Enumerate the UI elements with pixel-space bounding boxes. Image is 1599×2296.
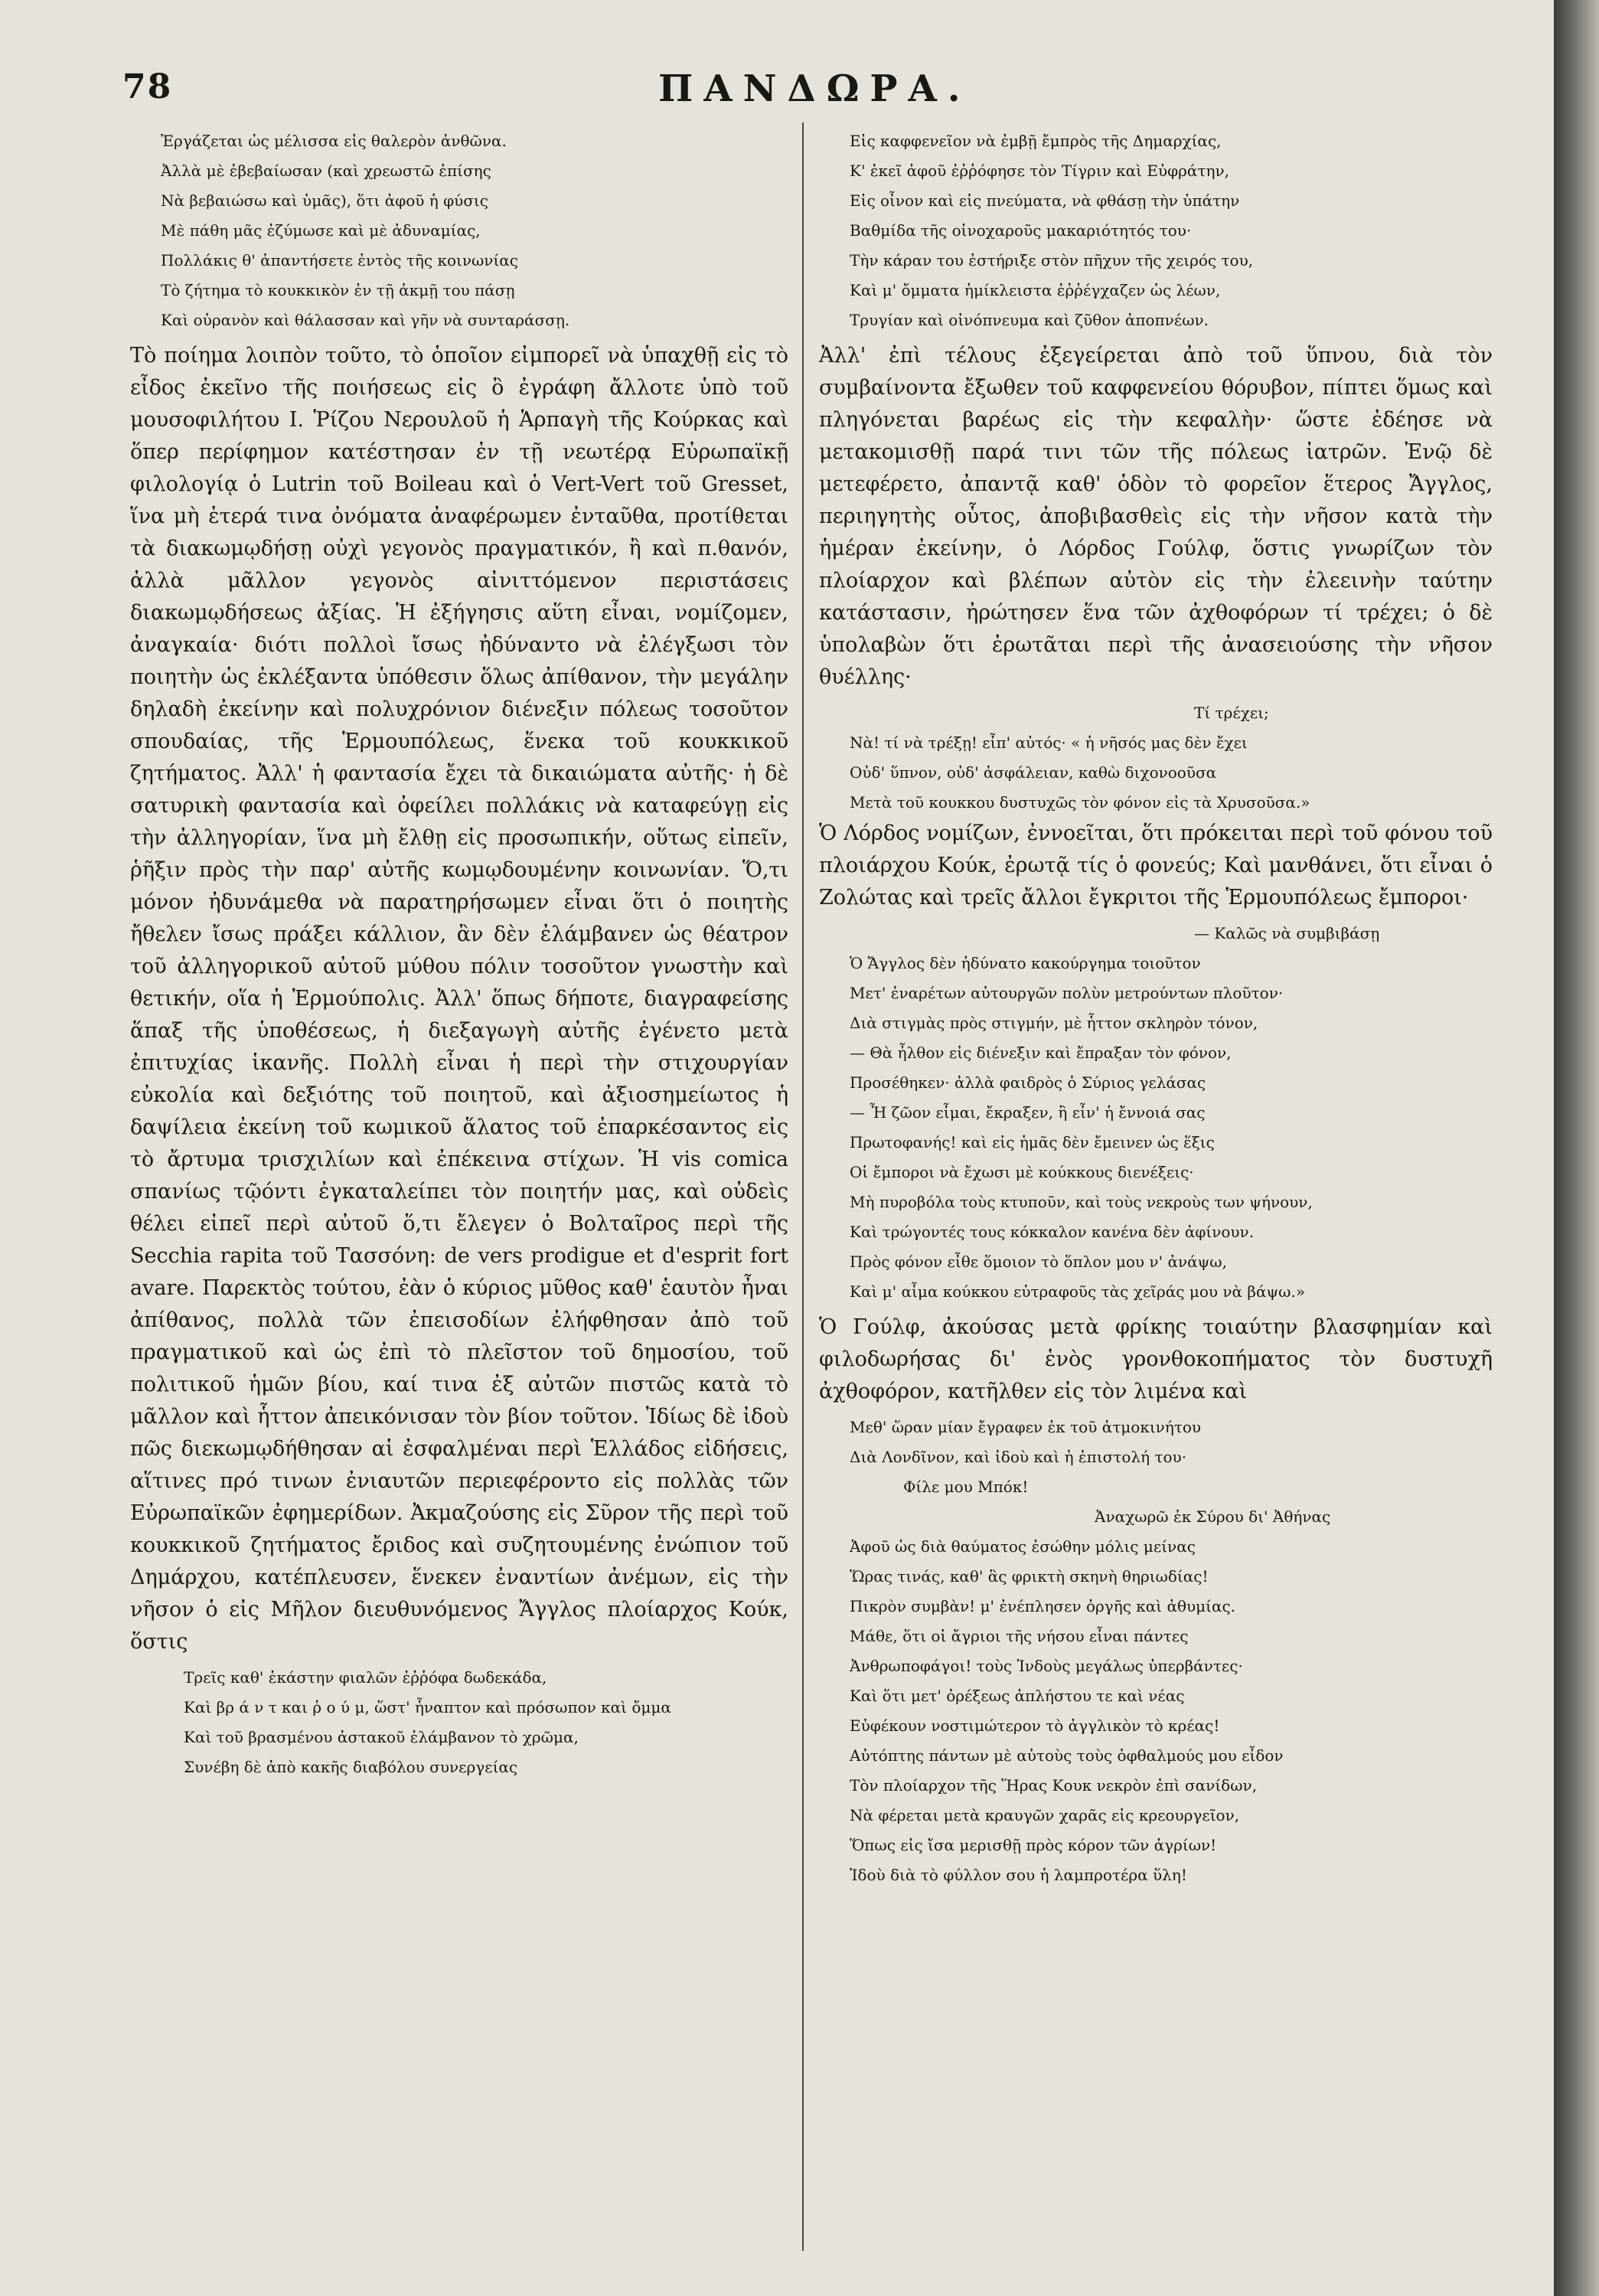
verse-block-3 [819, 126, 1493, 335]
verse-line: Τὴν κάραν του ἐστήριξε στὸν πῆχυν τῆς χειρός του, [850, 251, 1254, 269]
verse-line: Τί τρέχει; [1194, 704, 1269, 722]
verse-line: Φίλε μου Μπόκ! [903, 1478, 1029, 1496]
verse-line: Καὶ μ' ὄμματα ἡμίκλειστα ἐῤῥέγχαζεν ὡς λέων, [850, 281, 1221, 299]
left-column [130, 126, 788, 1782]
verse-line: Μετὰ τοῦ κουκκου δυστυχῶς τὸν φόνον εἰς τὰ Χρυσοῦσα.» [850, 793, 1310, 812]
verse-line: Μὴ πυροβόλα τοὺς κτυποῦν, καὶ τοὺς νεκροὺς των ψήνουν, [850, 1193, 1313, 1211]
verse-line: Ἀλλὰ μὲ ἐβεβαίωσαν (καὶ χρεωστῶ ἐπίσης [161, 162, 491, 180]
verse-line: — Καλῶς νὰ συμβιβάσῃ [1194, 924, 1380, 942]
verse-block-2 [130, 1663, 788, 1782]
verse-line: Μετ' ἐναρέτων αὐτουργῶν πολὺν μετρούντων πλοῦτον· [850, 984, 1284, 1002]
verse-line: Ἰδοὺ διὰ τὸ φύλλον σου ἡ λαμπροτέρα ὕλη! [850, 1866, 1187, 1884]
verse-line: Μεθ' ὥραν μίαν ἔγραφεν ἐκ τοῦ ἀτμοκινήτου [850, 1418, 1202, 1436]
verse-line: Τὸν πλοίαρχον τῆς Ἥρας Κουκ νεκρὸν ἐπὶ σανίδων, [850, 1776, 1258, 1795]
verse-line: Καὶ μ' αἷμα κούκκου εὐτραφοῦς τὰς χεῖράς μου νὰ βάψω.» [850, 1282, 1306, 1301]
prose-paragraph: Ἀλλ' ἐπὶ τέλους ἐξεγείρεται ἀπὸ τοῦ ὕπνου, διὰ τὸν συμβαίνοντα ἔξωθεν τοῦ καφφενείου θόρυβον, πίπτει ὅμως καὶ πληγόνεται βαρέως εἰς τὴν κεφαλὴν· ὥστε ἐδέησε νὰ μετακομισθῇ παρά τινι τῶν τῆς πόλεως ἰατρῶν. Ἐνῷ δὲ μετεφέρετο, ἀπαντᾷ καθ' ὁδὸν τὸ φορεῖον ἕτερος Ἄγγλος, περιηγητὴς οὗτος, ἀποβιβασθεὶς εἰς τὴν νῆσον κατὰ τὴν ἡμέραν ἐκείνην, ὁ Λόρδος Γούλφ, ὅστις γνωρίζων τὸν πλοίαρχον καὶ βλέπων αὐτὸν εἰς τὴν ἐλεεινὴν ταύτην κατάστασιν, ἠρώτησεν ἕνα τῶν ἀχθοφόρων τί τρέχει; ὁ δὲ ὑπολαβὼν ὅτι ἐρωτᾶται περὶ τῆς ἀνασειούσης τὴν νῆσον θυέλλης· [819, 344, 1493, 689]
verse-line: Συνέβη δὲ ἀπὸ κακῆς διαβόλου συνεργείας [184, 1758, 518, 1776]
verse-line: Διὰ Λονδῖνον, καὶ ἰδοὺ καὶ ἡ ἐπιστολή του· [850, 1448, 1187, 1466]
verse-line: Εὐφέκουν νοστιμώτερον τὸ ἀγγλικὸν τὸ κρέας! [850, 1716, 1220, 1735]
prose-paragraph: Ὁ Γούλφ, ἀκούσας μετὰ φρίκης τοιαύτην βλασφημίαν καὶ φιλοδωρήσας δι' ἑνὸς γρονθοκοπήματος τὸν δυστυχῆ ἀχθοφόρον, κατῆλθεν εἰς τὸν λιμένα καὶ [819, 1315, 1493, 1403]
verse-line: Καὶ τρώγοντές τους κόκκαλον κανένα δὲν ἀφίνουν. [850, 1223, 1255, 1241]
verse-line: Πολλάκις θ' ἀπαντήσετε ἐντὸς τῆς κοινωνίας [161, 251, 519, 269]
publication-title: ΠΑΝΔΩΡΑ. [658, 67, 971, 110]
verse-line: Μὲ πάθη μᾶς ἐζύμωσε καὶ μὲ ἀδυναμίας, [161, 221, 481, 240]
verse-line: Τρεῖς καθ' ἑκάστην φιαλῶν ἐῤῥόφα δωδεκάδα, [184, 1668, 547, 1687]
verse-line: Προσέθηκεν· ἀλλὰ φαιδρὸς ὁ Σύριος γελάσας [850, 1073, 1206, 1092]
verse-line: Τὸ ζήτημα τὸ κουκκικὸν ἐν τῇ ἀκμῇ του πάσῃ [161, 281, 515, 299]
verse-line: Εἰς οἶνον καὶ εἰς πνεύματα, νὰ φθάσῃ τὴν ὑπάτην [850, 191, 1240, 210]
verse-line: Τρυγίαν καὶ οἰνόπνευμα καὶ ζῦθον ἀποπνέων. [850, 311, 1209, 329]
prose-paragraph: Ὁ Λόρδος νομίζων, ἐννοεῖται, ὅτι πρόκειται περὶ τοῦ φόνου τοῦ πλοιάρχου Κούκ, ἐρωτᾷ τίς ὁ φονεύς; Καὶ μανθάνει, ὅτι εἶναι ὁ Ζολώτας καὶ τρεῖς ἄλλοι ἔγκριτοι τῆς Ἑρμουπόλεως ἔμποροι· [819, 821, 1493, 910]
verse-block-5 [819, 919, 1493, 1307]
verse-line: — Ἦ ζῶον εἶμαι, ἔκραξεν, ἢ εἶν' ἡ ἔννοιά σας [850, 1103, 1206, 1122]
verse-line: Κ' ἐκεῖ ἀφοῦ ἐῤῥόφησε τὸν Τίγριν καὶ Εὐφράτην, [850, 162, 1229, 180]
verse-line: Ἀναχωρῶ ἐκ Σύρου δι' Ἀθήνας [1095, 1507, 1331, 1526]
verse-line: Ὥρας τινάς, καθ' ἃς φρικτὴ σκηνὴ θηριωδίας! [850, 1567, 1209, 1586]
verse-line: Ἀφοῦ ὡς διὰ θαύματος ἐσώθην μόλις μείνας [850, 1537, 1196, 1556]
verse-line: Ἐργάζεται ὡς μέλισσα εἰς θαλερὸν ἀνθῶνα. [161, 132, 507, 150]
verse-line: Νὰ! τί νὰ τρέξῃ! εἶπ' αὐτός· « ἡ νῆσός μας δὲν ἔχει [850, 733, 1248, 752]
verse-line: Οἱ ἔμποροι νὰ ἔχωσι μὲ κούκκους διενέξεις· [850, 1163, 1194, 1181]
verse-line: Πρωτοφανής! καὶ εἰς ἡμᾶς δὲν ἔμεινεν ὡς ἕξις [850, 1133, 1215, 1151]
verse-line: Καὶ τοῦ βρασμένου ἀστακοῦ ἐλάμβανον τὸ χρῶμα, [184, 1728, 579, 1746]
page-number: 78 [122, 67, 173, 106]
verse-line: Αὐτόπτης πάντων μὲ αὐτοὺς τοὺς ὀφθαλμούς μου εἶδον [850, 1746, 1284, 1765]
verse-line: Νὰ βεβαιώσω καὶ ὑμᾶς), ὅτι ἀφοῦ ἡ φύσις [161, 191, 488, 210]
verse-line: Διὰ στιγμὰς πρὸς στιγμήν, μὲ ἧττον σκληρὸν τόνον, [850, 1014, 1258, 1032]
verse-line: Πικρὸν συμβὰν! μ' ἐνέπλησεν ὀργῆς καὶ ἀθυμίας. [850, 1597, 1236, 1615]
verse-block-4 [819, 698, 1493, 818]
column-divider [802, 122, 804, 2251]
verse-line: Ὁ Ἄγγλος δὲν ἠδύνατο κακούργημα τοιοῦτον [850, 954, 1201, 972]
verse-line: Καὶ βρ ά ν τ και ῥ ο ύ μ, ὥστ' ἧναπτον καὶ πρόσωπον καὶ ὄμμα [184, 1698, 671, 1716]
page-edge-shadow [1554, 0, 1599, 2296]
verse-line: Ὅπως εἰς ἴσα μερισθῇ πρὸς κόρον τῶν ἀγρίων! [850, 1836, 1217, 1854]
verse-block-6 [819, 1413, 1493, 1890]
verse-line: Ἀνθρωποφάγοι! τοὺς Ἰνδοὺς μεγάλως ὑπερβάντες· [850, 1657, 1243, 1675]
verse-line: Νὰ φέρεται μετὰ κραυγῶν χαρᾶς εἰς κρεουργεῖον, [850, 1806, 1240, 1824]
verse-line: Καὶ οὐρανὸν καὶ θάλασσαν καὶ γῆν νὰ συνταράσσῃ. [161, 311, 570, 329]
right-column [819, 126, 1493, 1890]
verse-line: Καὶ ὅτι μετ' ὀρέξεως ἀπλήστου τε καὶ νέας [850, 1687, 1185, 1705]
verse-line: Οὐδ' ὕπνον, οὐδ' ἀσφάλειαν, καθὼ διχονοοῦσα [850, 763, 1217, 782]
verse-line: Πρὸς φόνον εἶθε ὅμοιον τὸ ὅπλον μου ν' ἀνάψω, [850, 1253, 1227, 1271]
prose-paragraph: Τὸ ποίημα λοιπὸν τοῦτο, τὸ ὁποῖον εἰμπορεῖ νὰ ὑπαχθῇ εἰς τὸ εἶδος ἐκεῖνο τῆς ποιήσεως εἰς ὃ ἐγράφη ἄλλοτε ὑπὸ τοῦ μουσοφιλήτου Ι. Ῥίζου Νερουλοῦ ἡ Ἁρπαγὴ τῆς Κούρκας καὶ ὅπερ περίφημον κατέστησαν ἐν τῇ νεωτέρᾳ Εὐρωπαϊκῇ φιλολογίᾳ ὁ Lutrin τοῦ Boileau καὶ ὁ Vert-Vert τοῦ Gresset, ἵνα μὴ ἑτερά τινα ὀνόματα ἀναφέρωμεν ἐνταῦθα, προτίθεται τὰ διακωμῳδήσῃ οὐχὶ γεγονὸς πραγματικόν, ἢ καὶ π.θανόν, ἀλλὰ μᾶλλον γεγονὸς αἰνιττόμενον περιστάσεις διακωμῳδήσεως ἀξίας. Ἡ ἐξήγησις αὕτη εἶναι, νομίζομεν, ἀναγκαία· διότι πολλοὶ ἴσως ἠδύναντο νὰ ἐλέγξωσι τὸν ποιητὴν ὡς ἐκλέξαντα ὑπόθεσιν ὅλως ἀπίθανον, τὴν μεγάλην δηλαδὴ ἐκείνην καὶ πολυχρόνιον διένεξιν πόλεως τοσοῦτον σπουδαίας, τῆς Ἑρμουπόλεως, ἕνεκα τοῦ κουκκικοῦ ζητήματος. Ἀλλ' ἡ φαντασία ἔχει τὰ δικαιώματα αὐτῆς· ἡ δὲ σατυρικὴ φαντασία καὶ ὀφείλει πολλάκις νὰ καταφεύγῃ εἰς τὴν ἀλληγορίαν, ἵνα μὴ ἔλθῃ εἰς προσωπικήν, οὕτως εἰπεῖν, ῥῆξιν πρὸς τὴν παρ' αὐτῆς κωμῳδουμένην κοινωνίαν. Ὅ,τι μόνον ἠδυνάμεθα νὰ παρατηρήσωμεν εἶναι ὅτι ὁ ποιητὴς ἤθελεν ἴσως πράξει κάλλιον, ἂν δὲν ἐλάμβανεν ὡς θέατρον τοῦ ἀλληγορικοῦ αὐτοῦ μύθου πόλιν τοσοῦτον γνωστὴν καὶ θετικήν, οἵα ἡ Ἑρμούπολις. Ἀλλ' ὅπως δήποτε, διαγραφείσης ἅπαξ τῆς ὑποθέσεως, ἡ διεξαγωγὴ αὐτῆς ἐγένετο μετὰ ἐπιτυχίας ἱκανῆς. Πολλὴ εἶναι ἡ περὶ τὴν στιχουργίαν εὐκολία καὶ δεξιότης τοῦ ποιητοῦ, καὶ ἀξιοσημείωτος ἡ δαψίλεια ἐκείνη τοῦ κωμικοῦ ἅλατος τοῦ ἐπαρκέσαντος εἰς τὸ ἄρτυμα τρισχιλίων καὶ ἐπέκεινα στίχων. Ἡ vis comica σπανίως τῷόντι ἐγκαταλείπει τὸν ποιητήν μας, καὶ οὐδεὶς θέλει εἰπεῖ περὶ αὐτοῦ ὅ,τι ἔλεγεν ὁ Βολταῖρος περὶ τῆς Secchia rapita τοῦ Τασσόνη: de vers prodigue et d'esprit fort avare. Παρεκτὸς τούτου, ἐὰν ὁ κύριος μῦθος καθ' ἑαυτὸν ἦναι ἀπίθανος, πολλὰ τῶν ἐπεισοδίων ἐλήφθησαν ἀπὸ τοῦ πραγματικοῦ καὶ ὡς ἐπὶ τὸ πλεῖστον τοῦ δημοσίου, τοῦ πολιτικοῦ ἡμῶν βίου, καί τινα ἐξ αὐτῶν πιστῶς κατὰ τὸ μᾶλλον καὶ ἧττον ἀπεικόνισαν τὸν βίον τοῦτον. Ἰδίως δὲ ἰδοὺ πῶς διεκωμῳδήθησαν αἱ ἐσφαλμέναι περὶ Ἑλλάδος εἰδήσεις, αἵτινες πρό τινων ἐνιαυτῶν περιεφέροντο εἰς πολλὰς τῶν Εὐρωπαϊκῶν ἐφημερίδων. Ἀκμαζούσης εἰς Σῦρον τῆς περὶ τοῦ κουκκικοῦ ζητήματος ἔριδος καὶ συζητουμένης ἐνώπιον τοῦ Δημάρχου, κατέπλευσεν, ἕνεκεν ἐναντίων ἀνέμων, εἰς τὴν νῆσον ὁ εἰς Μῆλον διευθυνόμενος Ἄγγλος πλοίαρχος Κούκ, ὅστις [130, 344, 788, 1654]
verse-line: Βαθμίδα τῆς οἰνοχαροῦς μακαριότητός του· [850, 221, 1192, 240]
verse-block-1 [130, 126, 788, 335]
verse-line: Εἰς καφφενεῖον νὰ ἐμβῇ ἔμπρὸς τῆς Δημαρχίας, [850, 132, 1222, 150]
verse-line: Μάθε, ὅτι οἱ ἄγριοι τῆς νήσου εἶναι πάντες [850, 1627, 1189, 1645]
verse-line: — Θὰ ἦλθον εἰς διένεξιν καὶ ἔπραξαν τὸν φόνον, [850, 1043, 1232, 1062]
